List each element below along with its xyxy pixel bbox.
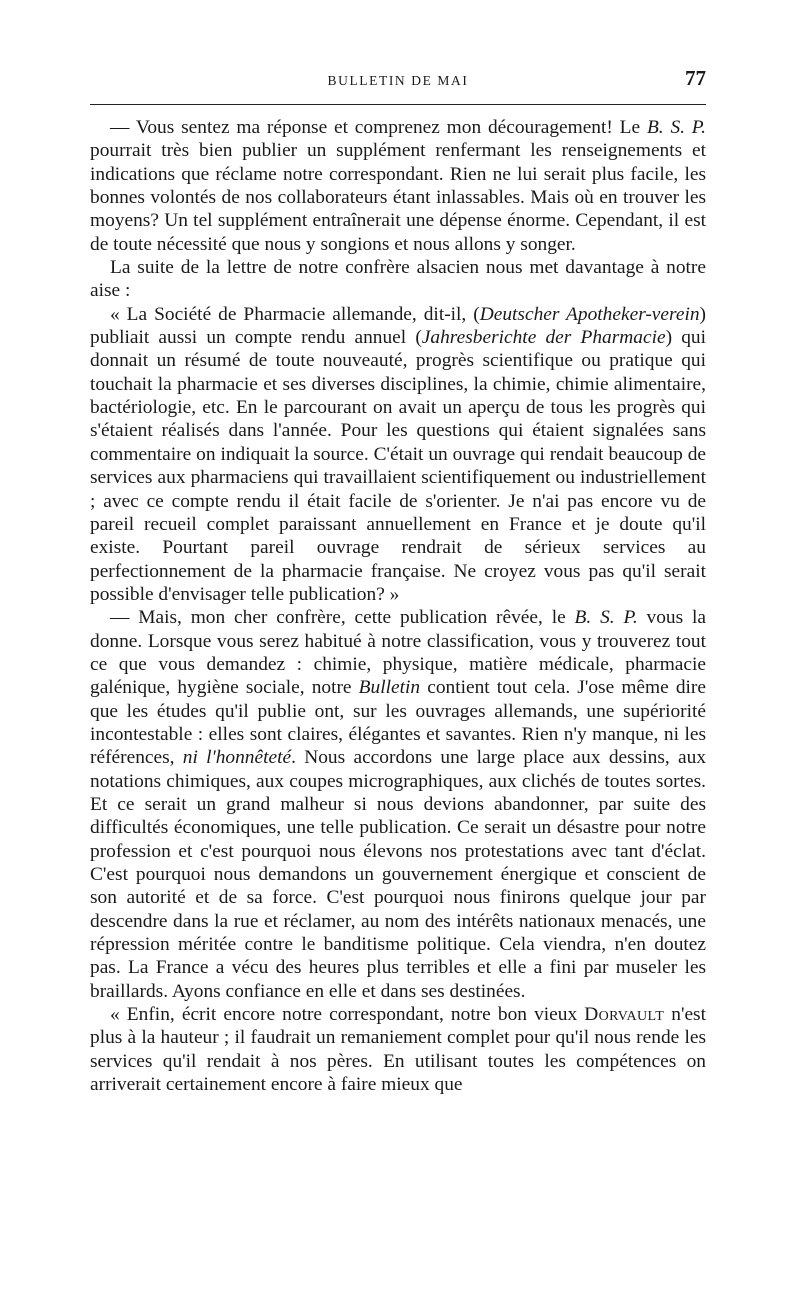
page-number: 77 (685, 66, 706, 90)
paragraph-2: La suite de la lettre de notre confrère alsacien nous met davantage à notre aise : (90, 257, 706, 302)
paragraph-5: « Enfin, écrit encore notre correspondant, notre bon vieux Dorvault n'est plus à la hauteur ; il faudrait un remaniement complet pour qu'il nous rende les services qu'il rendait à nos pères. En utilisant toutes les compétences on arriverait certainement encore à faire mieux que (90, 1004, 706, 1096)
paragraph-4: — Mais, mon cher confrère, cette publication rêvée, le B. S. P. vous la donne. Lorsque vous serez habitué à notre classification, vous y trouverez tout ce que vous demandez : chimie, physique, matière médicale, pharmacie galénique, hygiène sociale, notre Bulletin contient tout cela. J'ose même dire que les études qu'il publie ont, sur les ouvrages allemands, une supériorité incontestable : elles sont claires, élégantes et savantes. Rien n'y manque, ni les références, ni l'honnêteté. Nous accordons une large place aux dessins, aux notations chimiques, aux coupes micrographiques, aux clichés de toutes sortes. Et ce serait un grand malheur si nous devions abandonner, par suite des difficultés économiques, une telle publication. Ce serait un désastre pour notre profession et c'est pourquoi nous élevons nos protestations avec tant d'éclat. C'est pourquoi nous demandons un gouvernement énergique et conscient de son autorité et de sa force. C'est pourquoi nous finirons quelque jour par descendre dans la rue et réclamer, au nom des intérêts nationaux menacés, une répression méritée contre le banditisme politique. Cela viendra, n'en doutez pas. La France a vécu des heures plus terribles et elle a fini par museler les braillards. Ayons confiance en elle et dans ses destinées. (90, 607, 707, 1002)
running-title: BULLETIN DE MAI (327, 73, 469, 88)
body-text (90, 116, 706, 1096)
paragraph-1: — Vous sentez ma réponse et comprenez mon découragement! Le B. S. P. pourrait très bien publier un supplément renfermant les renseignements et indications que réclame notre correspondant. Rien ne lui serait plus facile, les bonnes volontés de nos collaborateurs étant inlassables. Mais où en trouver les moyens? Un tel supplément entraînerait une dépense énorme. Cependant, il est de toute nécessité que nous y songions et nous allons y songer. (90, 117, 706, 255)
page-header (90, 66, 706, 96)
paragraph-3: « La Société de Pharmacie allemande, dit-il, (Deutscher Apotheker-verein) publiait aussi un compte rendu annuel (Jahresberichte der Pharmacie) qui donnait un résumé de toute nouveauté, progrès scientifique ou pratique qui touchait la pharmacie et ses diverses disciplines, la chimie, chimie alimentaire, bactériologie, etc. En le parcourant on avait un aperçu de tous les progrès qui s'étaient réalisés dans l'année. Pour les questions qui étaient signalées sans commentaire on indiquait la source. C'était un ouvrage qui rendait beaucoup de services aux pharmaciens qui travaillaient scientifiquement ou industriellement ; avec ce compte rendu il était facile de s'orienter. Je n'ai pas encore vu de pareil recueil complet paraissant annuellement en France et je doute qu'il existe. Pourtant pareil ouvrage rendrait de sérieux services au perfectionnement de la pharmacie française. Ne croyez vous pas qu'il serait possible d'envisager telle publication? » (90, 303, 707, 605)
header-rule (90, 104, 706, 105)
